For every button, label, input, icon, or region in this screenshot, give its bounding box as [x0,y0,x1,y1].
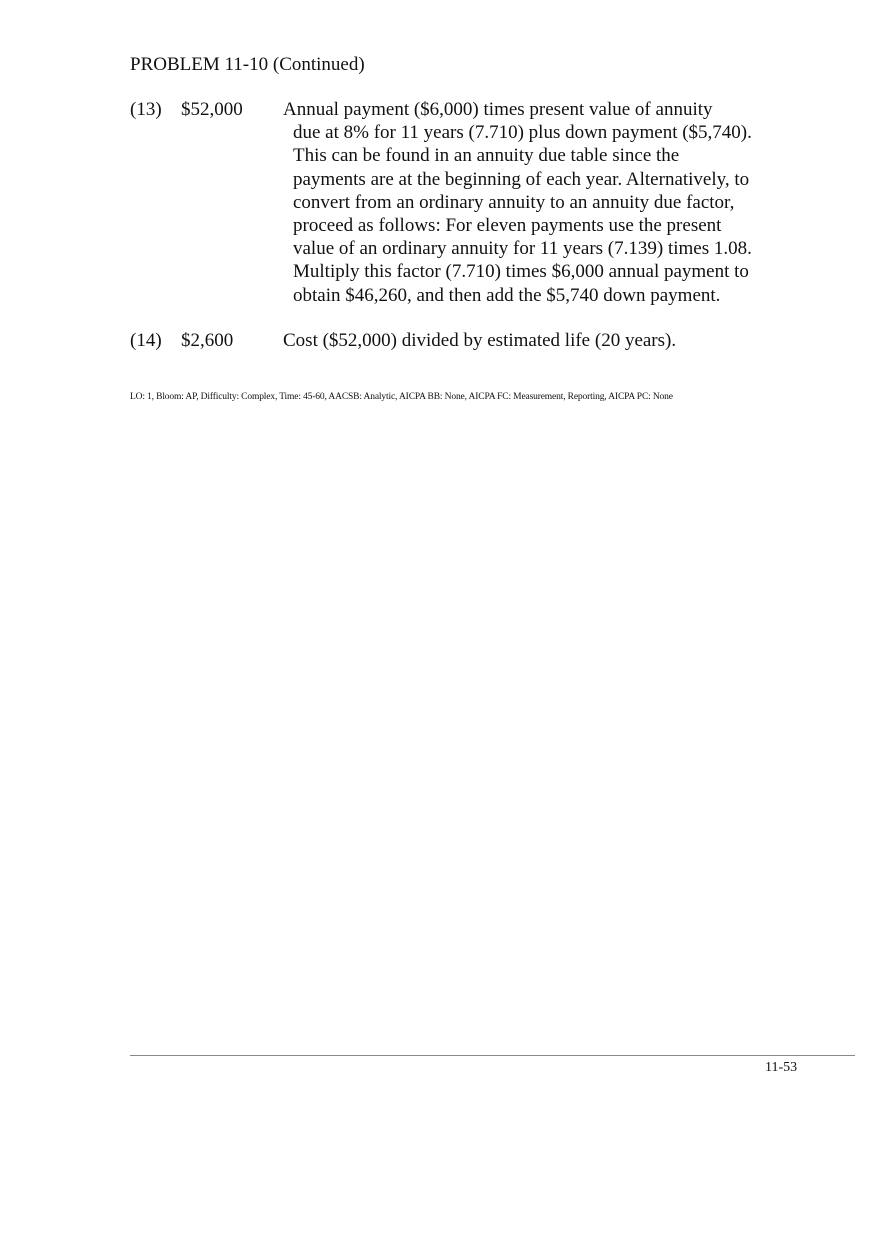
entry-explanation [283,98,713,121]
entry-amount: $2,600 [181,330,234,351]
explanation-first-line: Cost ($52,000) divided by estimated life (20 years). [283,330,677,351]
explanation-line: convert from an ordinary annuity to an annuity due factor, [293,191,735,213]
explanation-line: This can be found in an annuity due table since the [293,145,680,167]
explanation-line: payments are at the beginning of each year. Alternatively, to [293,168,750,190]
explanation-continuation [293,121,781,307]
entry-number: (13) [130,99,162,120]
page-number: 11-53 [765,1060,798,1075]
entry-number: (14) [130,330,162,351]
entry-amount: $52,000 [181,99,243,120]
explanation-line: due at 8% for 11 years (7.710) plus down payment ($5,740). [293,122,752,144]
learning-objective-tags: LO: 1, Bloom: AP, Difficulty: Complex, Time: 45-60, AACSB: Analytic, AICPA BB: None, AICPA FC: Measurement, Reporting, AICPA PC: None [130,392,673,402]
footer-divider [130,1055,855,1056]
explanation-line: Multiply this factor (7.710) times $6,000 annual payment to [293,261,749,283]
page-title: PROBLEM 11-10 (Continued) [130,54,365,75]
explanation-line: value of an ordinary annuity for 11 years (7.139) times 1.08. [293,238,752,260]
explanation-first-line: Annual payment ($6,000) times present value of annuity [283,99,713,120]
explanation-line: obtain $46,260, and then add the $5,740 down payment. [293,284,721,306]
explanation-line: proceed as follows: For eleven payments use the present [293,215,722,236]
entry-explanation [283,329,676,352]
